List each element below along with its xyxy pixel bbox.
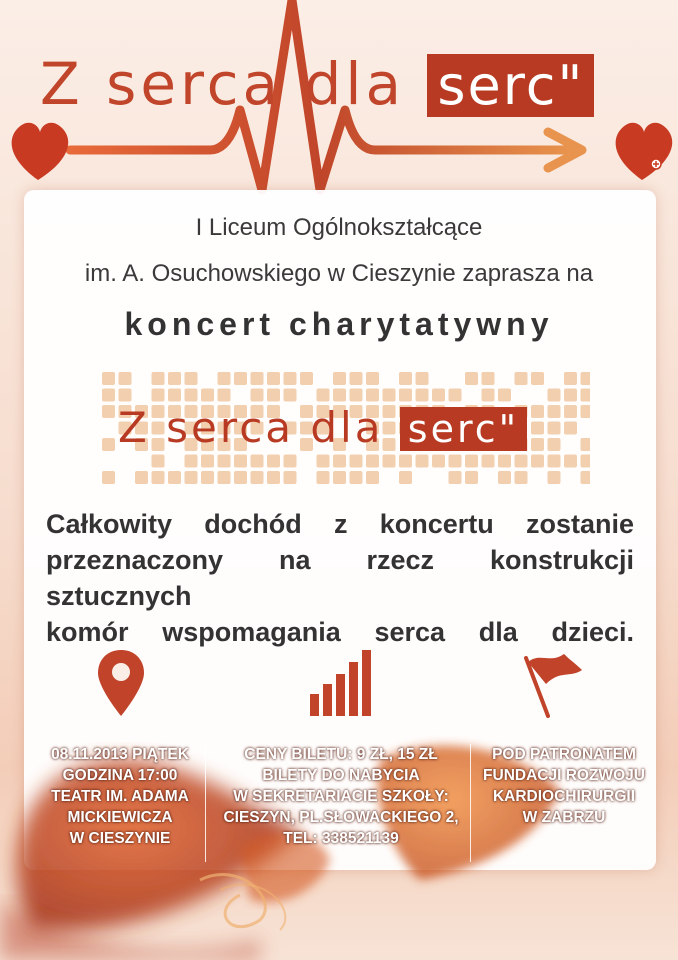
info-line: CIESZYN, PL.SŁOWACKIEGO 2, [223, 809, 459, 826]
grid-cell [515, 372, 528, 385]
grid-cell [152, 372, 165, 385]
grid-cell [399, 471, 412, 484]
grid-cell [333, 471, 346, 484]
grid-cell [119, 372, 132, 385]
invitation-line-2: im. A. Osuchowskiego w Cieszynie zaprasza na [84, 260, 594, 287]
description [46, 506, 634, 650]
event-date-location [40, 744, 200, 849]
grid-cell [317, 471, 330, 484]
grid-cell [234, 471, 247, 484]
grid-cell [300, 372, 313, 385]
info-line: MICKIEWICZA [67, 809, 173, 826]
grid-cell [564, 372, 577, 385]
info-line: BILETY DO NABYCIA [262, 767, 420, 784]
grid-cell [564, 405, 577, 418]
grid-cell [366, 372, 379, 385]
grid-cell [548, 422, 561, 435]
info-line: FUNDACJI ROZWOJU [483, 767, 645, 784]
grid-cell [531, 455, 544, 468]
grid-cell [366, 471, 379, 484]
grid-cell [564, 455, 577, 468]
grid-cell [531, 405, 544, 418]
grid-cell [548, 389, 561, 402]
grid-cell [482, 372, 495, 385]
grid-cell [251, 471, 264, 484]
info-line: TEL: 338521139 [283, 830, 399, 847]
header-title-text: Z serca dla [40, 50, 405, 118]
info-line: POD PATRONATEM [492, 746, 636, 763]
grid-cell [185, 372, 198, 385]
grid-cell [416, 372, 429, 385]
header [0, 0, 678, 205]
info-line: 08.11.2013 PIĄTEK [51, 746, 189, 763]
grid-cell [581, 372, 591, 385]
grid-cell [465, 372, 478, 385]
info-line: W ZABRZU [522, 809, 606, 826]
description-line-1: Całkowity dochód z koncertu zostanie [46, 509, 634, 539]
grid-cell [564, 422, 577, 435]
grid-cell [548, 471, 561, 484]
info-line: KARDIOCHIRURGII [492, 788, 636, 805]
grid-cell [498, 471, 511, 484]
info-line: CENY BILETU: 9 ZŁ, 15 ZŁ [244, 746, 438, 763]
grid-cell [515, 471, 528, 484]
grid-cell [531, 438, 544, 451]
grid-cell [234, 372, 247, 385]
grid-cell [581, 389, 591, 402]
grid-cell [102, 471, 115, 484]
logo-text-part: Z serca dla [118, 403, 384, 452]
grid-cell [251, 372, 264, 385]
info-line: W CIESZYNIE [69, 830, 171, 847]
logo-text [118, 398, 527, 459]
grid-cell [350, 372, 363, 385]
divider [470, 744, 471, 862]
grid-cell [102, 405, 115, 418]
grid-cell [135, 471, 148, 484]
grid-cell [333, 372, 346, 385]
grid-cell [581, 438, 591, 451]
grid-cell [465, 471, 478, 484]
grid-cell [218, 372, 231, 385]
grid-cell [564, 389, 577, 402]
patronage-info [474, 744, 654, 828]
grid-cell [548, 405, 561, 418]
grid-cell [152, 471, 165, 484]
grid-cell [102, 372, 115, 385]
grid-cell [399, 372, 412, 385]
grid-cell [102, 389, 115, 402]
grid-cell [531, 372, 544, 385]
description-line-2: przeznaczony na rzecz konstrukcji sztucznych [46, 545, 634, 611]
info-line: W SEKRETARIACIE SZKOŁY: [233, 788, 449, 805]
invitation-line-1: I Liceum Ogólnokształcące [195, 214, 483, 241]
grid-cell [201, 471, 214, 484]
grid-cell [102, 438, 115, 451]
grid-cell [581, 471, 591, 484]
info-line: TEATR IM. ADAMA [51, 788, 189, 805]
ticket-info [210, 744, 472, 849]
event-type-title: koncert charytatywny [124, 306, 554, 342]
grid-cell [581, 455, 591, 468]
header-title [40, 44, 640, 124]
grid-cell [531, 422, 544, 435]
grid-cell [267, 372, 280, 385]
header-title-boxed: serc" [427, 54, 594, 117]
grid-cell [267, 471, 280, 484]
grid-cell [581, 405, 591, 418]
grid-cell [350, 471, 363, 484]
grid-cell [548, 438, 561, 451]
description-line-3: komór wspomagania serca dla dzieci. [46, 617, 634, 647]
divider [205, 744, 206, 862]
info-line: GODZINA 17:00 [62, 767, 178, 784]
grid-cell [548, 455, 561, 468]
grid-cell [449, 471, 462, 484]
grid-cell [185, 471, 198, 484]
event-logo [100, 372, 590, 490]
grid-cell [168, 372, 181, 385]
logo-text-boxed: serc" [400, 407, 527, 451]
grid-cell [168, 471, 181, 484]
grid-cell [218, 471, 231, 484]
grid-cell [284, 372, 297, 385]
grid-cell [284, 471, 297, 484]
